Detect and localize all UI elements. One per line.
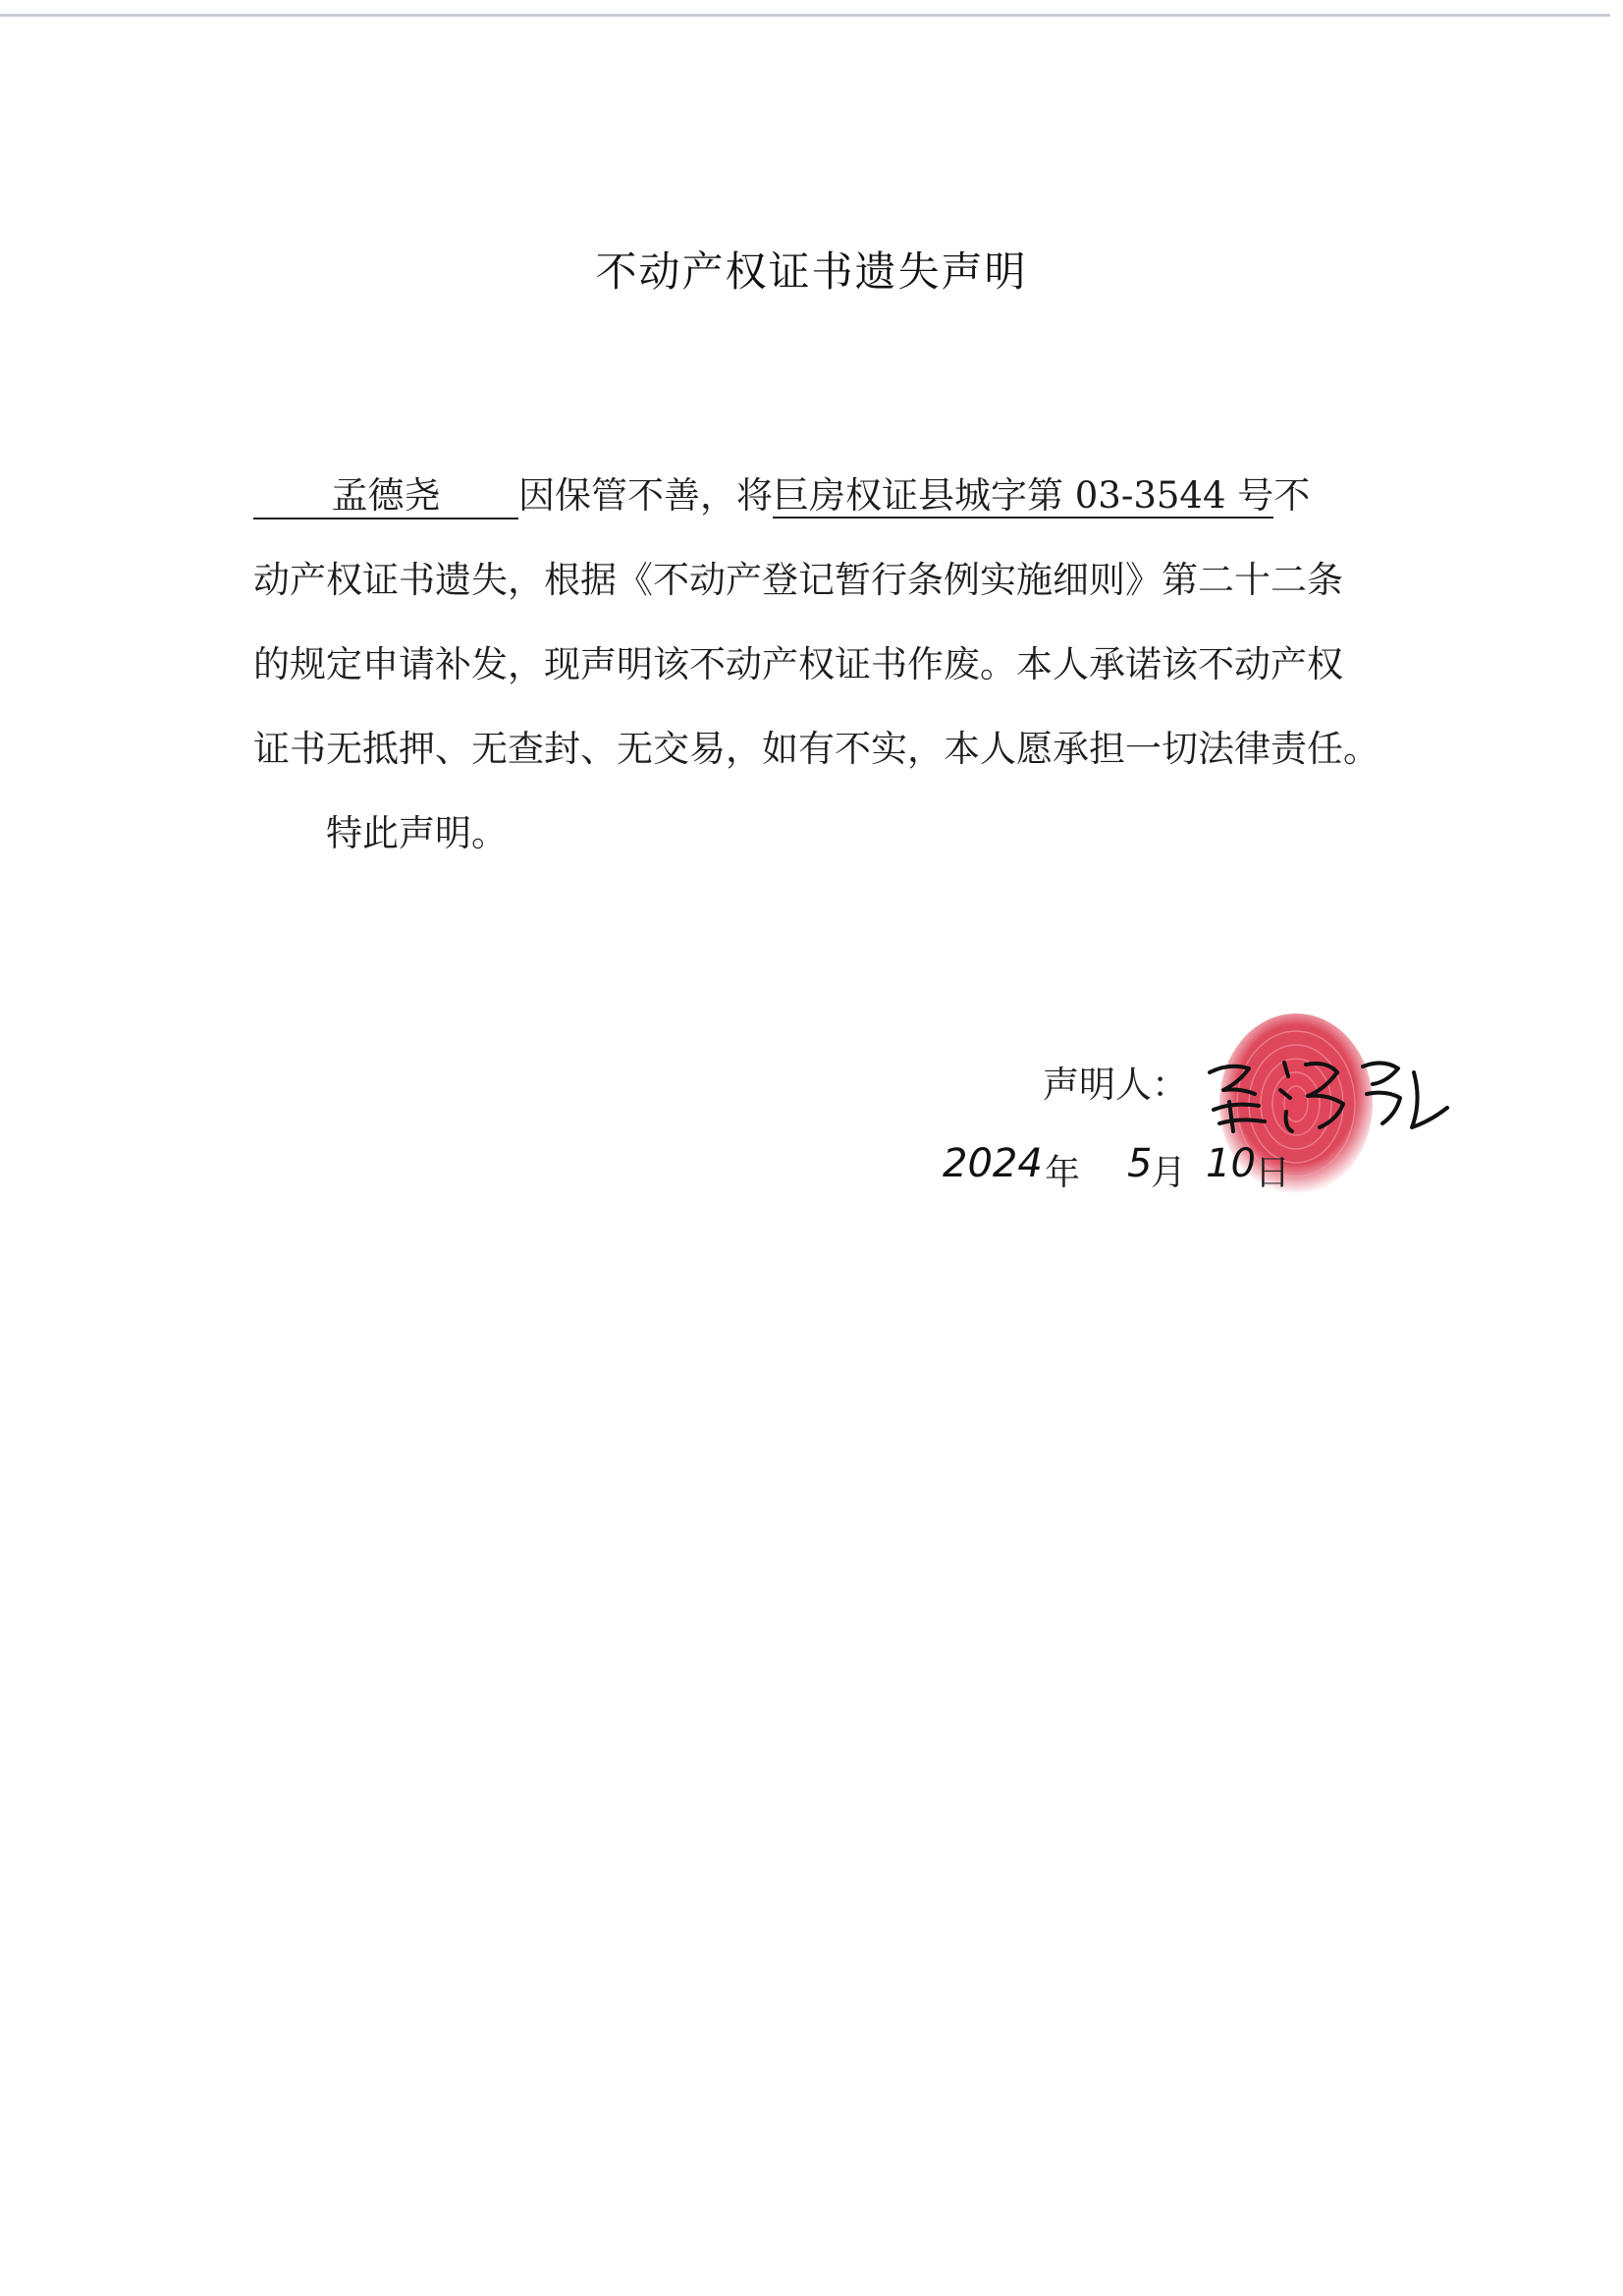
document-title: 不动产权证书遗失声明 [595, 247, 1028, 296]
declarant-name: 孟德尧 [253, 474, 518, 519]
body-line-1-mid: 因保管不善，将 [518, 474, 773, 517]
date-day: 10 [1206, 1141, 1256, 1186]
body-line-4: 证书无抵押、无查封、无交易，如有不实，本人愿承担一切法律责任。 [253, 728, 1380, 770]
body-line-2: 动产权证书遗失，根据《不动产登记暂行条例实施细则》第二十二条 [253, 559, 1343, 601]
document-body [253, 454, 1380, 876]
date-year-suffix: 年 [1045, 1153, 1081, 1193]
date-month: 5 [1127, 1141, 1153, 1186]
body-line-1 [253, 454, 1373, 538]
date-month-suffix: 月 [1151, 1153, 1187, 1193]
body-line-1-end: 不 [1273, 474, 1311, 517]
scan-edge-line [0, 14, 1610, 17]
date-year: 2024 [943, 1141, 1043, 1186]
closing-statement: 特此声明。 [326, 812, 508, 854]
declarant-label: 声明人： [1043, 1064, 1188, 1106]
date-day-suffix: 日 [1255, 1153, 1291, 1193]
certificate-number: 巨房权证县城字第 03-3544 号 [773, 474, 1274, 517]
body-line-3: 的规定申请补发，现声明该不动产权证书作废。本人承诺该不动产权 [253, 643, 1343, 685]
signature-date [943, 1139, 1355, 1208]
